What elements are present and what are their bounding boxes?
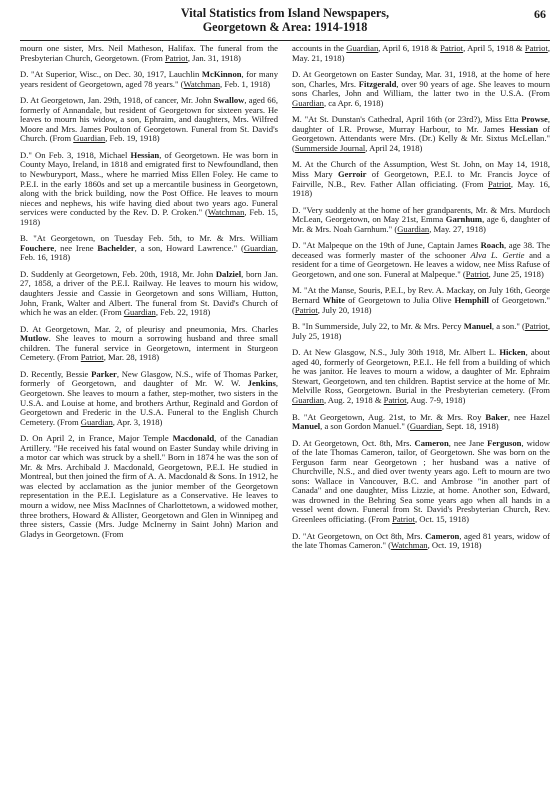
surname: Parker [91,368,117,379]
entry [292,532,550,551]
surname: Dalziel [215,268,242,279]
source-name: Watchman [207,207,245,218]
surname: McKinnon [201,69,242,80]
entry-text: , a son, Howard Lawrence." ( [134,242,244,253]
entry-text: , over 90 years of age. She leaves to mourn sons Charles, John and William, the latter two in the U.S.A. (From [292,78,550,99]
entry-text: , Oct. 19, 1918) [427,540,482,551]
entry-text: , April 24, 1918) [365,142,423,153]
entry-text: , about aged 40, formerly of Georgetown, P.E.I.. He fell from a building of which he was janitor. He leaves to mourn a widow, a daughter of Mr. Ephraim Stewart, Georgetown, and ten children. Baptist service at the home of Mr. Melville Ross, Georgetown. Burial in the Presbyterian cemetery. (From [292,347,550,396]
entry-text: , age 38. The deceased was formerly master of the schooner [292,240,550,260]
entry-text: , age 6, daughter of Mr. & Mrs. Noah Garnhum." ( [292,214,550,234]
entry [20,151,278,227]
source-name: Guardian [73,133,106,144]
entry-text: , aged 66, formerly of Annandale, but resident of Georgetown for sixteen years. He leaves to mourn his widow, a son, Ephraim, and daughters, Mrs. Wilfred Moore and Mrs. James Poulton of Georgetown. Funeral from St. David's Church. (From [20,95,278,144]
source-name: Guardian [346,44,379,53]
entry-text: , Mar. 28, 1918) [103,352,160,363]
source-name: Guardian [80,416,113,427]
source-name: Patriot [80,352,104,363]
source-name: Guardian [123,307,156,318]
entry-text: B. "In Summerside, July 22, to Mr. & Mrs. Percy [292,321,464,332]
entry-text: D. Suddenly at Georgetown, Feb. 20th, 1918, Mr. John [20,268,216,279]
entry [292,322,550,341]
surname: Hessian [509,123,538,134]
entry [20,96,278,144]
page-number: 66 [534,7,546,21]
entry-text: D. "At Georgetown, on Oct 8th, Mrs. [292,530,426,541]
entry-text: , aged 81 years, widow of the late Thomas Cameron." ( [292,530,550,551]
entry-text: , of Georgetown. He was born in County Mayo, Ireland, in 1818 and emigrated first to Newfoundland, then to Newburyport, Mass., where he married Miss Ellen Foley. He came to P.E.I. in the early 1860s and set up a mercantile business in Georgetown, along with the brick building, now the Post Office. He leaves to mourn nieces and nephews, his wife having died about two years ago. Funeral services were conducted by the Rev. D. P. Croken." ( [20,149,278,218]
entry-text: , Georgetown. She leaves to mourn a father, step-mother, two sisters in the U.S.A. and Louise at home, and brothers Arthur, Reginald and Gordon of Georgetown and Frederic in the U.S.A. Funeral to the English Church Cemetery. (From [20,378,278,427]
entry-text: , April 6, 1918 & [378,44,441,53]
surname: Cameron [414,437,449,448]
surname: Macdonald [172,433,215,444]
source-name: Guardian [292,97,324,108]
entry-text: of Georgetown. Attendants were Mrs. (Dr.) Kelly & Mr. Sixtus McLellan." ( [292,123,550,153]
entry-text: , for many years resident of Georgetown, aged 78 years." ( [20,69,278,89]
source-name: Patriot [440,44,464,53]
entry-text: , Feb. 22, 1918) [155,307,211,318]
entry-text: , ca Apr. 6, 1918) [323,97,384,108]
entry-text: D. At Georgetown on Easter Sunday, Mar. 31, 1918, at the home of here son, Charles, Mrs. [292,69,550,89]
source-name: Guardian [409,421,442,432]
entry-text: , nee Irene [54,242,98,253]
entry [292,413,550,432]
surname: Prowse [521,114,548,125]
entry-text: , Oct. 15, 1918) [415,513,469,524]
entry [292,160,550,198]
entry-text: D. On April 2, in France, Major Temple [20,433,173,444]
entry [292,241,550,279]
left-column [20,44,278,558]
columns [20,44,550,558]
entry [292,286,550,315]
source-name: Watchman [391,540,428,551]
entry-text: , July 25, 1918) [292,321,550,341]
entry [20,234,278,263]
entry [20,70,278,89]
entry-text: , a son Gordon Manuel." ( [320,421,410,432]
entry-text: of Georgetown." ( [292,295,550,315]
surname: Hicken [499,347,526,358]
entry [292,44,550,63]
entry-text: , New Glasgow, N.S., wife of Thomas Parker, formerly of Georgetown, and daughter of Mr. W. W. [20,368,278,389]
entry-text: accounts in the [292,44,347,53]
surname: Swallow [213,95,245,106]
source-name: Patriot [524,321,548,332]
surname: Garnhum [445,214,483,225]
surname: White [322,295,346,306]
source-name: Guardian [397,223,430,234]
entry [20,44,278,63]
entry-text: , Feb. 16, 1918) [20,242,278,263]
entry-text: , widow of the late Thomas Cameron, tailor, of Georgetown. She was born on the Ferguson farm near Georgetown ; her husband was a native of Churchville, N.S., and died over twenty years ago. Left to mourn are two sons: Wallace in Vancouver, B.C. and Ambrose "in another part of Canada" and one daughter, Miss Lizzie, at home. Another son, Edward, was drowned in the Behring Sea some years ago when all hands in a vessel went down. Funeral from St. David's Presbyterian Church, Rev. Greenlees officiating. (From [292,437,550,524]
entry [292,348,550,405]
entry-text: D. At Georgetown, Mar. 2, of pleurisy and pneumonia, Mrs. Charles [20,323,278,334]
source-name: Guardian [292,394,324,405]
entry-text: of Georgetown to Julia Olive [345,295,455,306]
entry-text: , a son." ( [491,321,525,332]
right-column [292,44,550,558]
entry-text: D. At Georgetown, Jan. 29th, 1918, of cancer, Mr. John [20,95,214,106]
entry-text: M. "At St. Dunstan's Cathedral, April 16th (or 23rd?), Miss Etta [292,114,522,125]
entry-text: D. "Very suddenly at the home of her grandparents, Mr. & Mrs. Murdoch McLean, Georgetown, on May 21st, Emma [292,204,550,225]
entry-text: M. At the Church of the Assumption, West St. John, on May 14, 1918, Miss Mary [292,159,550,180]
entry-text: and a resident for a time of Georgetown. He leaves a widow, nee Miss Rafuse of Georgetown, and one son. Funeral at Malpeque." ( [292,249,550,279]
entry [292,115,550,153]
surname: Manuel [292,421,321,432]
entry-text: , May. 21, 1918) [292,44,550,63]
surname: Ferguson [487,437,522,448]
entry-text: M. "At the Manse, Souris, P.E.I., by Rev. A. Mackay, on July 16th, George Bernard [292,285,550,306]
source-name: Watchman [183,78,221,89]
source-name: Patriot [383,394,407,405]
entry-text: D." On Feb. 3, 1918, Michael [20,149,131,160]
entry-text: B. "At Georgetown, Aug. 21st, to Mr. & Mrs. Roy [292,411,486,422]
vessel-name: Alva L. Gertie [470,249,525,260]
entry-text: mourn one sister, Mrs. Neil Matheson, Halifax. The funeral from the Presbyterian Church, Georgetown. (From [20,44,278,63]
entry-text: , Feb. 1, 1918) [220,78,271,89]
entry-text: , May. 16, 1918) [292,178,550,199]
entry [292,70,550,108]
source-name: Patriot [392,513,415,524]
entry-text: , Sept. 18, 1918) [441,421,499,432]
entry-text: , born Jan. 27, 1858, a driver of the P.E.I. Railway. He leaves to mourn his widow, daughters Jessie and Cassie in Georgetown and sons William, Hutton, John, Frank, Walter and Albert. The funeral from St. David's Church of which he was an elder. (From [20,268,278,318]
source-name: Summerside Journal [294,142,366,153]
entry [20,270,278,318]
entry-text: , Jan. 31, 1918) [187,52,241,63]
entry-text: D. "At Superior, Wisc., on Dec. 30, 1917, Lauchlin [20,69,202,80]
entry [20,325,278,363]
entry-text: , Feb. 15, 1918) [20,207,278,227]
entry-text: , June 25, 1918) [488,268,544,279]
entry-text: B. "At Georgetown, on Tuesday Feb. 5th, to Mr. & Mrs. William [20,233,278,244]
surname: Jenkins [247,378,276,389]
entry-text: , Feb. 19, 1918) [105,133,160,144]
entry-text: , daughter of I.R. Prowse, Murray Harbour, to Mr. James [292,114,550,134]
entry-text: D. At Georgetown, Oct. 8th, Mrs. [292,437,415,448]
header-rule [20,40,550,41]
entry [20,434,278,539]
surname: Mutlow [20,333,49,344]
title-line-1: Vital Statistics from Island Newspapers, [180,6,390,20]
title-line-2: Georgetown & Area: 1914-1918 [202,20,368,34]
surname: Cameron [425,530,460,541]
surname: Bachelder [97,242,135,253]
surname: Fouchere [20,242,55,253]
entry-text: D. At New Glasgow, N.S., July 30th 1918, Mr. Albert L. [292,347,500,358]
entry-text: of Georgetown, P.E.I. to Mr. Francis Joyce of Fairville, N.B., Rev. Father Allan officiating. (From [292,169,550,189]
entry-text: D. "At Malpeque on the 19th of June, Captain James [292,240,481,251]
source-name: Patriot [524,44,548,53]
entry-text: , nee Jane [448,437,488,448]
entry-text: , of the Canadian Artillery. "He received his fatal wound on Easter Sunday while driving in a motor car which was struck by a shell." Born in 1874 he was the son of Mr. & Mrs. Archibald J. Macdonald, Georgetown, P.E.I. He studied in Montreal, but then joined the firm of A. A. Macdonald & Sons. In 1912, he was elected by acclamation as the junior member of the Georgetown representation in the P.E.I. Legislature as a Conservative. He leaves to mourn a widow, nee Miss MacInnes of Charlottetown, a widowed mother, three brothers, Howard & Allister, Georgetown and Glen in Winnipeg and three sisters, Cassie (Mrs. Judge McInerny in Saint John) Marion and Gladys in Georgetown. (From [20,433,278,539]
surname: Hessian [130,149,160,160]
entry-text: , Aug. 7-9, 1918) [406,394,466,405]
page-header [20,6,550,40]
surname: Fitzgerald [358,78,397,89]
entry-text: , April 5, 1918 & [463,44,525,53]
entry [292,206,550,235]
entry-text: , Aug. 2, 1918 & [323,394,384,405]
entry-text: , Apr. 3, 1918) [112,416,163,427]
surname: Gerroir [338,169,367,180]
surname: Manuel [463,321,492,332]
entry-text: . She leaves to mourn a sorrowing husband and three small children. The funeral service in Georgetown, interment in Sturgeon Cemetery. (From [20,333,278,363]
entry [20,370,278,427]
source-name: Patriot [465,268,489,279]
entry-text: , May. 27, 1918) [429,223,486,234]
entry [292,439,550,525]
entry-text: D. Recently, Bessie [20,368,92,379]
source-name: Guardian [243,242,276,253]
surname: Roach [480,240,504,251]
source-name: Patriot [487,178,511,189]
surname: Baker [485,411,508,422]
source-name: Patriot [164,52,188,63]
source-name: Patriot [294,304,318,315]
surname: Hemphill [454,295,489,306]
entry-text: , July 20, 1918) [317,304,372,315]
entry-text: , nee Hazel [507,411,550,422]
